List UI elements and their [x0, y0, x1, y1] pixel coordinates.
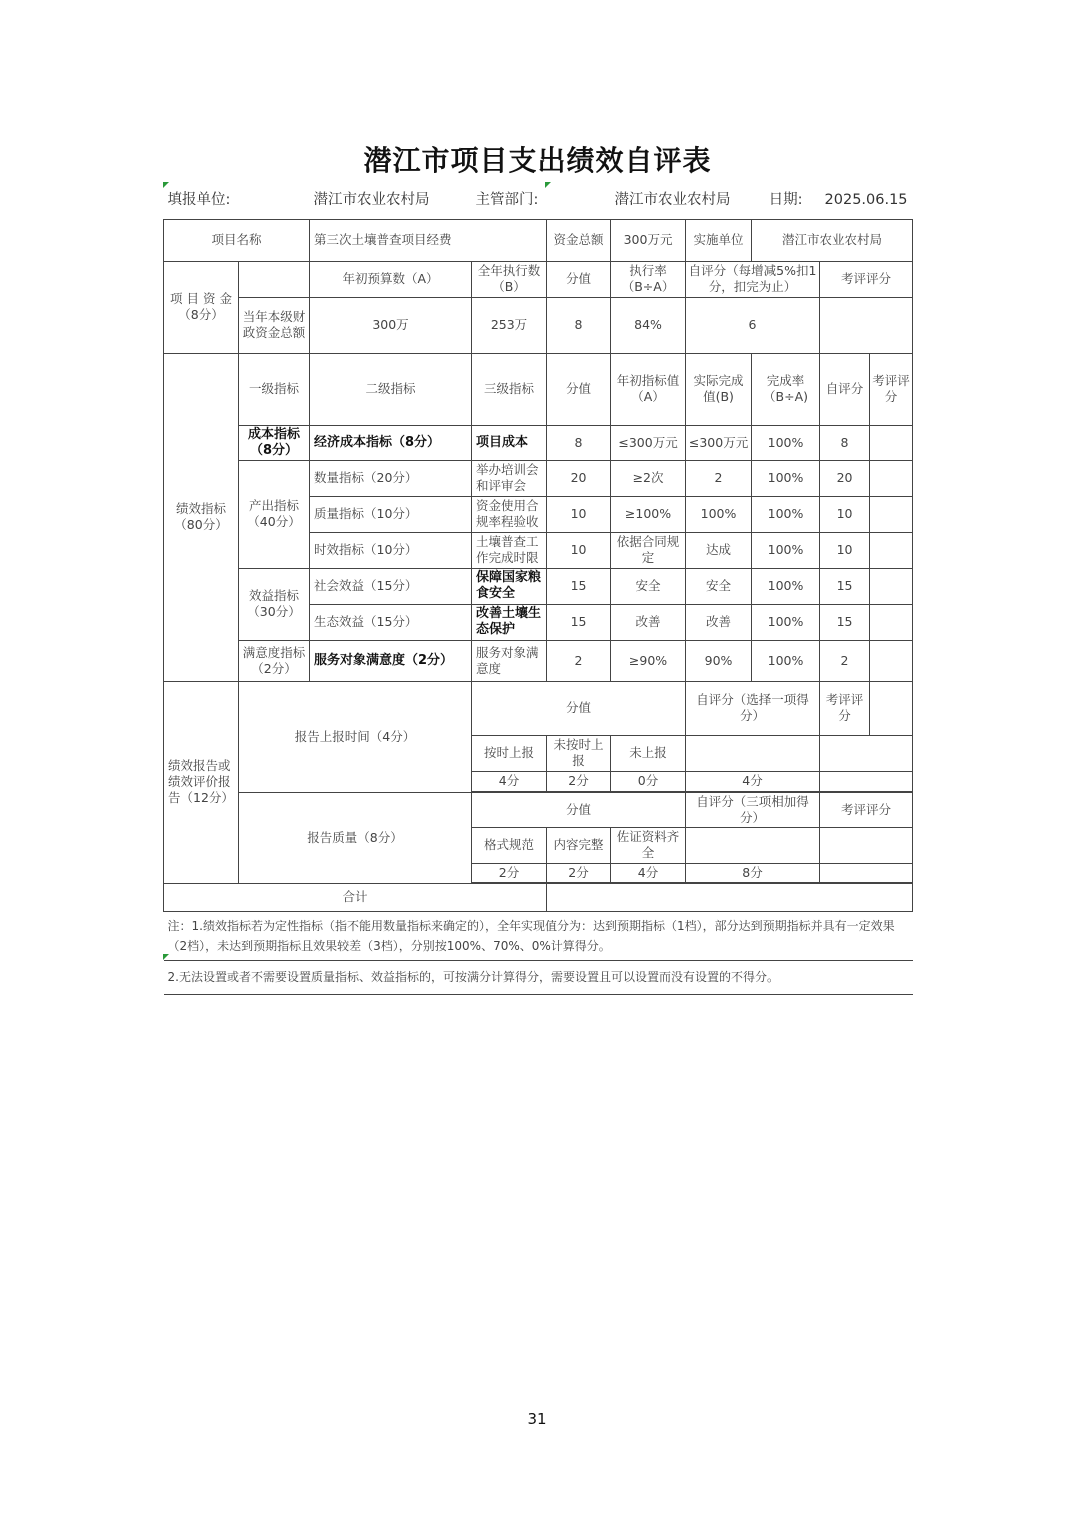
perf-row-l2: 服务对象满意度（2分）	[310, 640, 472, 681]
perf-row-self: 2	[820, 640, 870, 681]
total-label: 合计	[164, 883, 547, 911]
cell-marker	[163, 954, 169, 960]
date-value: 2025.06.15	[820, 182, 913, 219]
note-2: 2.无法设置或者不需要设置质量指标、效益指标的，可按满分计算得分，需要设置且可以设置而没有设置的不得分。	[164, 960, 913, 994]
perf-row-review	[870, 425, 913, 460]
not-reported-score: 0分	[611, 771, 686, 791]
perf-row-actual: ≤300万元	[686, 425, 752, 460]
perf-row-score: 20	[547, 460, 611, 496]
quality-self-score: 8分	[686, 863, 820, 882]
not-reported-label: 未上报	[611, 735, 686, 771]
perf-row-target: 安全	[611, 568, 686, 604]
funds-col-self: 自评分（每增减5%扣1分，扣完为止）	[686, 261, 820, 297]
perf-row-l2: 数量指标（20分）	[310, 460, 472, 496]
perf-row-score: 10	[547, 532, 611, 568]
perf-row-l3: 保障国家粮食安全	[472, 568, 547, 604]
time-self-blank	[686, 735, 820, 771]
benefit-indicator: 效益指标（30分）	[239, 568, 310, 640]
perf-col-l1: 一级指标	[239, 353, 310, 425]
perf-row-self: 15	[820, 604, 870, 640]
funds-score: 8	[547, 297, 611, 353]
perf-row-score: 15	[547, 604, 611, 640]
perf-row-l3: 项目成本	[472, 425, 547, 460]
perf-row-self: 10	[820, 496, 870, 532]
perf-row-target: 依据合同规定	[611, 532, 686, 568]
funds-col-exec: 全年执行数（B）	[472, 261, 547, 297]
perf-row-review	[870, 640, 913, 681]
perf-row-l2: 经济成本指标（8分）	[310, 425, 472, 460]
perf-row-review	[870, 460, 913, 496]
quality-review-blank	[820, 827, 913, 863]
perf-row-target: ≤300万元	[611, 425, 686, 460]
funds-row-label: 当年本级财政资金总额	[239, 297, 310, 353]
perf-row-rate: 100%	[752, 568, 820, 604]
perf-row-l2: 时效指标（10分）	[310, 532, 472, 568]
perf-row-review	[870, 568, 913, 604]
perf-row-target: 改善	[611, 604, 686, 640]
late-score: 2分	[547, 771, 611, 791]
funds-col-score: 分值	[547, 261, 611, 297]
report-time-review-blank	[870, 681, 913, 735]
funds-review	[820, 297, 913, 353]
perf-row-l3: 土壤普查工作完成时限	[472, 532, 547, 568]
fund-total-value: 300万元	[611, 219, 686, 261]
report-section-label: 绩效报告或绩效评价报告（12分）	[164, 681, 239, 883]
perf-row-review	[870, 604, 913, 640]
time-review-blank	[820, 735, 913, 771]
perf-row-rate: 100%	[752, 640, 820, 681]
impl-unit-label: 实施单位	[686, 219, 752, 261]
report-quality-score-label: 分值	[472, 792, 686, 827]
perf-row-target: ≥100%	[611, 496, 686, 532]
report-time-self-label: 自评分（选择一项得分）	[686, 681, 820, 735]
project-name-value: 第三次土壤普查项目经费	[310, 219, 547, 261]
evidence-score: 4分	[611, 863, 686, 882]
time-review-score	[820, 771, 913, 791]
perf-row-rate: 100%	[752, 496, 820, 532]
perf-col-actual: 实际完成值(B)	[686, 353, 752, 425]
content-score: 2分	[547, 863, 611, 882]
dept-label: 主管部门:	[472, 182, 611, 219]
funds-col-budget: 年初预算数（A）	[310, 261, 472, 297]
perf-row-self: 10	[820, 532, 870, 568]
date-label: 日期:	[752, 182, 820, 219]
format-score: 2分	[472, 863, 547, 882]
total-value	[547, 883, 913, 911]
report-quality-label: 报告质量（8分）	[239, 792, 472, 883]
project-name-label: 项目名称	[164, 219, 310, 261]
funds-self: 6	[686, 297, 820, 353]
perf-row-actual: 100%	[686, 496, 752, 532]
report-time-score-label: 分值	[472, 681, 686, 735]
cell-marker	[163, 182, 169, 188]
perf-row-rate: 100%	[752, 604, 820, 640]
funds-rate: 84%	[611, 297, 686, 353]
funds-blank	[239, 261, 310, 297]
perf-col-self: 自评分	[820, 353, 870, 425]
report-quality-review-label: 考评评分	[820, 792, 913, 827]
perf-row-actual: 90%	[686, 640, 752, 681]
funds-budget: 300万	[310, 297, 472, 353]
fund-total-label: 资金总额	[547, 219, 611, 261]
evaluation-sheet	[163, 140, 912, 990]
perf-row-review	[870, 532, 913, 568]
perf-row-actual: 达成	[686, 532, 752, 568]
perf-row-l2: 质量指标（10分）	[310, 496, 472, 532]
perf-row-review	[870, 496, 913, 532]
evidence-label: 佐证资料齐全	[611, 827, 686, 863]
note-1: 注：1.绩效指标若为定性指标（指不能用数量指标来确定的），全年实现值分为：达到预期指标（1档），部分达到预期指标并具有一定效果（2档），未达到预期指标且效果较差（3档），分别按100%、70%、0%计算得分。	[164, 911, 913, 960]
funds-col-rate: 执行率（B÷A）	[611, 261, 686, 297]
dept-value: 潜江市农业农村局	[611, 182, 752, 219]
perf-row-actual: 安全	[686, 568, 752, 604]
perf-section-label: 绩效指标（80分）	[164, 353, 239, 681]
perf-row-l3: 改善土壤生态保护	[472, 604, 547, 640]
perf-col-review: 考评评分	[870, 353, 913, 425]
on-time-score: 4分	[472, 771, 547, 791]
output-indicator: 产出指标（40分）	[239, 460, 310, 568]
perf-col-target: 年初指标值（A）	[611, 353, 686, 425]
impl-unit-value: 潜江市农业农村局	[752, 219, 913, 261]
late-label: 未按时上报	[547, 735, 611, 771]
cost-indicator: 成本指标（8分）	[239, 425, 310, 460]
perf-row-rate: 100%	[752, 425, 820, 460]
perf-row-self: 15	[820, 568, 870, 604]
fill-unit-label: 填报单位:	[164, 182, 310, 219]
page-number: 31	[527, 1410, 547, 1428]
perf-row-score: 2	[547, 640, 611, 681]
perf-col-l3: 三级指标	[472, 353, 547, 425]
quality-review-score	[820, 863, 913, 882]
perf-row-target: ≥2次	[611, 460, 686, 496]
perf-row-rate: 100%	[752, 532, 820, 568]
perf-row-rate: 100%	[752, 460, 820, 496]
perf-row-l3: 资金使用合规率程验收	[472, 496, 547, 532]
funds-exec: 253万	[472, 297, 547, 353]
funds-section-label: 项 目 资 金（8分）	[164, 261, 239, 353]
perf-col-l2: 二级指标	[310, 353, 472, 425]
funds-col-review: 考评评分	[820, 261, 913, 297]
quality-self-blank	[686, 827, 820, 863]
perf-col-rate: 完成率（B÷A)	[752, 353, 820, 425]
perf-row-self: 20	[820, 460, 870, 496]
perf-col-score: 分值	[547, 353, 611, 425]
cell-marker	[545, 182, 551, 188]
on-time-label: 按时上报	[472, 735, 547, 771]
report-quality-self-label: 自评分（三项相加得分）	[686, 792, 820, 827]
perf-row-score: 10	[547, 496, 611, 532]
perf-row-target: ≥90%	[611, 640, 686, 681]
perf-row-l3: 举办培训会和评审会	[472, 460, 547, 496]
time-self-score: 4分	[686, 771, 820, 791]
satisfaction-indicator: 满意度指标（2分）	[239, 640, 310, 681]
page-title: 潜江市项目支出绩效自评表	[363, 144, 712, 177]
perf-row-l2: 生态效益（15分）	[310, 604, 472, 640]
perf-row-l3: 服务对象满意度	[472, 640, 547, 681]
format-label: 格式规范	[472, 827, 547, 863]
perf-row-score: 8	[547, 425, 611, 460]
perf-row-l2: 社会效益（15分）	[310, 568, 472, 604]
perf-row-actual: 改善	[686, 604, 752, 640]
content-label: 内容完整	[547, 827, 611, 863]
evaluation-table	[163, 182, 913, 995]
perf-row-self: 8	[820, 425, 870, 460]
perf-row-actual: 2	[686, 460, 752, 496]
report-time-label: 报告上报时间（4分）	[239, 681, 472, 792]
report-time-review-label: 考评评分	[820, 681, 870, 735]
perf-row-score: 15	[547, 568, 611, 604]
fill-unit-value: 潜江市农业农村局	[310, 182, 472, 219]
